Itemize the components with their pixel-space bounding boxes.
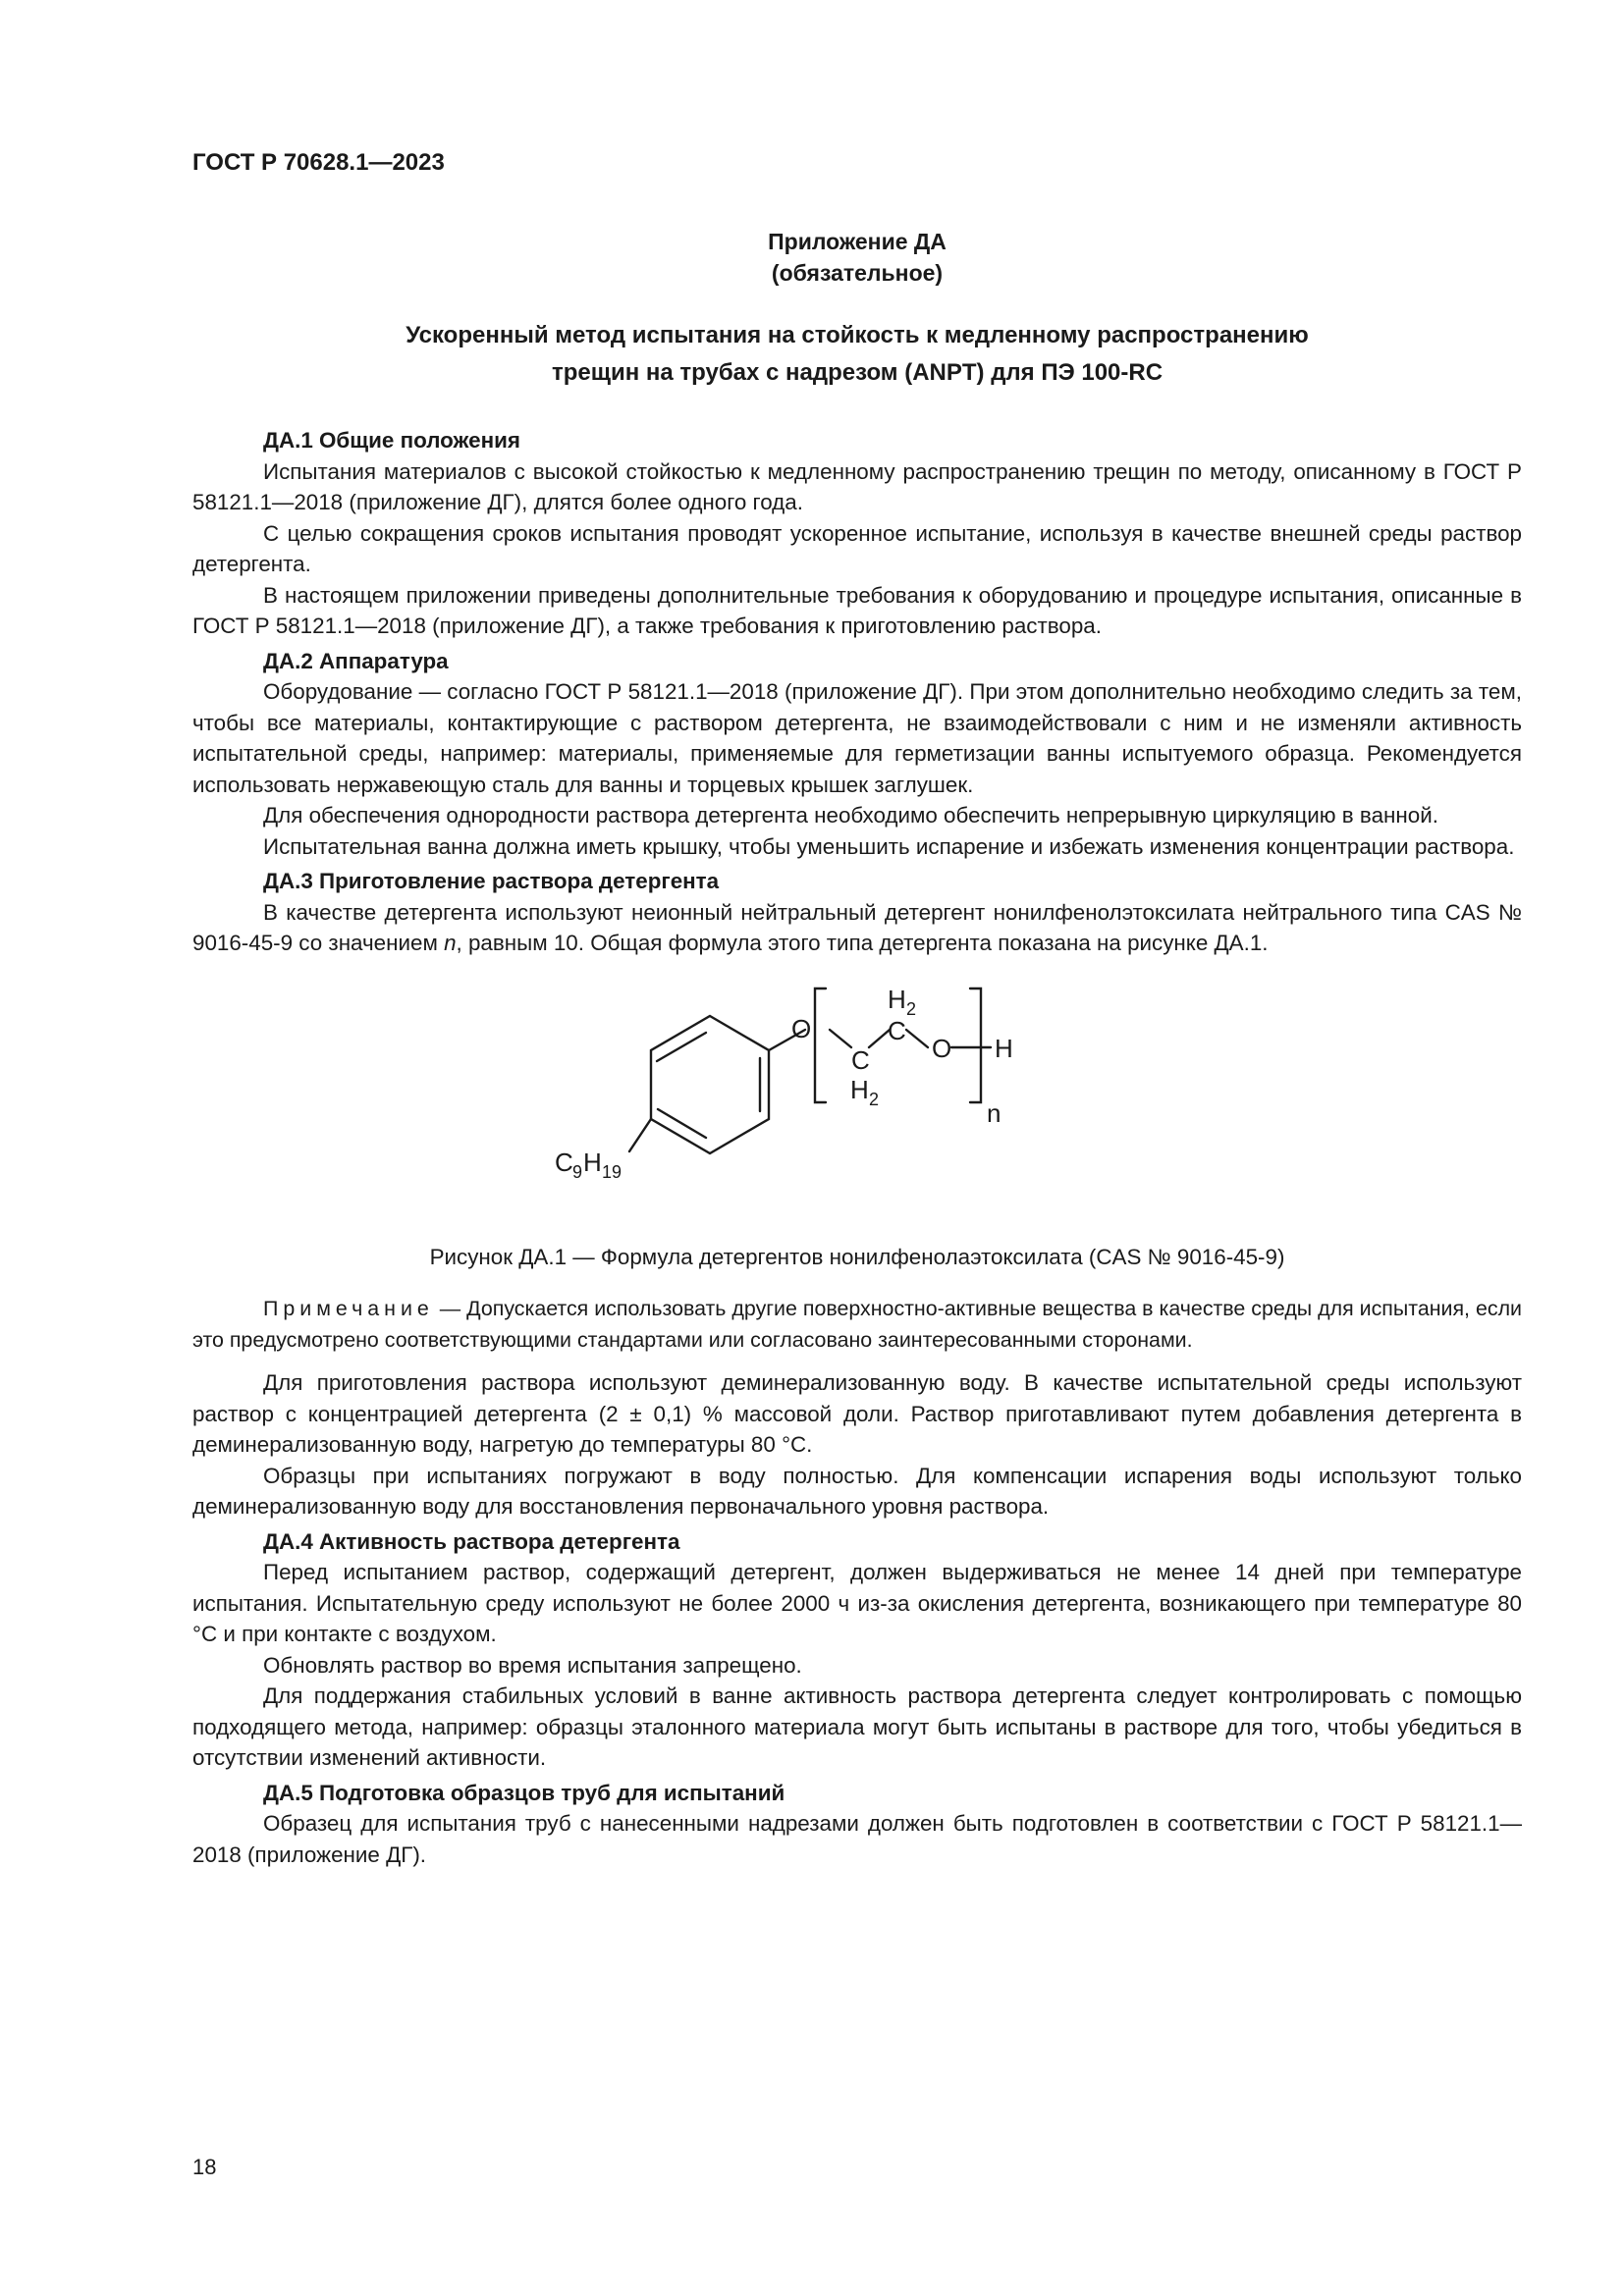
benzene-ring bbox=[651, 1016, 769, 1153]
paragraph bbox=[192, 897, 1522, 959]
section-heading-da2: ДА.2 Аппаратура bbox=[263, 648, 449, 673]
chemical-structure-formula bbox=[484, 979, 1230, 1210]
variable-n: n bbox=[444, 931, 457, 955]
appendix-main-title bbox=[192, 317, 1522, 392]
bond-c-o bbox=[906, 1030, 928, 1047]
note-label: Примечание bbox=[263, 1297, 434, 1320]
left-bracket bbox=[815, 988, 826, 1102]
bond-ring-alkyl bbox=[629, 1119, 651, 1151]
double-bond bbox=[658, 1109, 706, 1138]
double-bond bbox=[657, 1033, 706, 1061]
page-number: 18 bbox=[192, 2155, 217, 2179]
paragraph: В настоящем приложении приведены дополнительные требования к оборудованию и процедуре испытания, описанные в ГОСТ Р 58121.1—2018 (приложение ДГ), а также требования к приготовлению раствора. bbox=[192, 582, 1522, 638]
paragraph: Обновлять раствор во время испытания запрещено. bbox=[263, 1652, 802, 1678]
alkyl-hydrogen: H bbox=[583, 1147, 602, 1177]
section-heading-da3: ДА.3 Приготовление раствора детергента bbox=[263, 869, 720, 893]
hydrogen-label: H bbox=[850, 1074, 869, 1104]
appendix-status: (обязательное) bbox=[771, 260, 944, 286]
alkyl-carbon: C bbox=[555, 1147, 573, 1177]
section-heading-da4: ДА.4 Активность раствора детергента bbox=[263, 1528, 680, 1554]
paragraph: Для обеспечения однородности раствора детергента необходимо обеспечить непрерывную циркуляцию в ванной. bbox=[263, 803, 1438, 828]
right-bracket bbox=[970, 988, 981, 1102]
paragraph-text: , равным 10. Общая формула этого типа детергента показана на рисунке ДА.1. bbox=[456, 931, 1269, 955]
appendix-heading bbox=[192, 226, 1522, 289]
paragraph: Перед испытанием раствор, содержащий детергент, должен выдерживаться не менее 14 дней при температуре испытания. Испытательную среду используют не более 2000 ч из-за окисления детергента, возникающего при температуре 80 °С и при контакте с воздухом. bbox=[192, 1560, 1522, 1646]
subscript: 2 bbox=[906, 998, 917, 1019]
subscript: 9 bbox=[572, 1161, 583, 1182]
atom-carbon: C bbox=[851, 1044, 870, 1075]
paragraph: Оборудование — согласно ГОСТ Р 58121.1—2018 (приложение ДГ). При этом дополнительно необходимо следить за тем, чтобы все материалы, контактирующие с раствором детергента, не взаимодействовали с ним и не изменяли активность испытательной среды, например: материалы, применяемые для герметизации ванны испытуемого образца. Рекомендуется использовать нержавеющую сталь для ванны и торцевых крышек заглушек. bbox=[192, 679, 1522, 797]
bond-o-c bbox=[830, 1030, 851, 1047]
paragraph: Образцы при испытаниях погружают в воду полностью. Для компенсации испарения воды используют только деминерализованную воду для восстановления первоначального уровня раствора. bbox=[192, 1463, 1522, 1519]
main-title-line-2: трещин на трубах с надрезом (ANPT) для ПЭ 100-RC bbox=[551, 359, 1164, 386]
paragraph: Испытательная ванна должна иметь крышку, чтобы уменьшить испарение и избежать изменения концентрации раствора. bbox=[263, 833, 1515, 859]
atom-oxygen: O bbox=[932, 1033, 952, 1063]
main-title-line-1: Ускоренный метод испытания на стойкость к медленному распространению bbox=[406, 322, 1309, 348]
paragraph: Для приготовления раствора используют деминерализованную воду. В качестве испытательной среды используют раствор с концентрацией детергента (2 ± 0,1) % массовой доли. Раствор приготавливают путем добавления детергента в деминерализованную воду, нагретую до температуры 80 °С. bbox=[192, 1370, 1522, 1457]
section-heading-da5: ДА.5 Подготовка образцов труб для испытаний bbox=[263, 1780, 785, 1805]
note-text: — Допускается использовать другие поверхностно-активные вещества в качестве среды для испытания, если это предусмотрено соответствующими стандартами или согласовано заинтересованными сторонами. bbox=[192, 1297, 1522, 1352]
bond-c-c bbox=[869, 1030, 890, 1047]
figure-caption: Рисунок ДА.1 — Формула детергентов нонилфенолаэтоксилата (CAS № 9016-45-9) bbox=[429, 1244, 1285, 1269]
note bbox=[192, 1294, 1522, 1356]
section-heading-da1: ДА.1 Общие положения bbox=[263, 428, 520, 453]
hydrogen-label: H bbox=[888, 984, 906, 1014]
document-code: ГОСТ Р 70628.1—2023 bbox=[192, 149, 445, 176]
atom-hydrogen: H bbox=[995, 1033, 1013, 1063]
paragraph-text: В качестве детергента используют неионный нейтральный детергент нонилфенолэтоксилата нейтрального типа CAS № 9016-45-9 со значением bbox=[192, 899, 1522, 955]
paragraph: С целью сокращения сроков испытания проводят ускоренное испытание, используя в качестве внешней среды раствор детергента. bbox=[192, 520, 1522, 576]
subscript: 2 bbox=[869, 1089, 880, 1109]
repeat-index: n bbox=[987, 1097, 1001, 1128]
paragraph: Для поддержания стабильных условий в ванне активность раствора детергента следует контролировать с помощью подходящего метода, например: образцы эталонного материала могут быть испытаны в растворе для того, чтобы убедиться в отсутствии изменений активности. bbox=[192, 1683, 1522, 1770]
subscript: 19 bbox=[602, 1161, 623, 1182]
figure-da1 bbox=[192, 979, 1522, 1273]
paragraph: Образец для испытания труб с нанесенными надрезами должен быть подготовлен в соответствии с ГОСТ Р 58121.1—2018 (приложение ДГ). bbox=[192, 1811, 1522, 1867]
atom-carbon: C bbox=[888, 1015, 906, 1045]
atom-oxygen: O bbox=[791, 1013, 812, 1043]
appendix-title: Приложение ДА bbox=[768, 229, 947, 254]
document-body bbox=[192, 425, 1522, 1870]
paragraph: Испытания материалов с высокой стойкостью к медленному распространению трещин по методу, описанному в ГОСТ Р 58121.1—2018 (приложение ДГ), длятся более одного года. bbox=[192, 458, 1522, 514]
